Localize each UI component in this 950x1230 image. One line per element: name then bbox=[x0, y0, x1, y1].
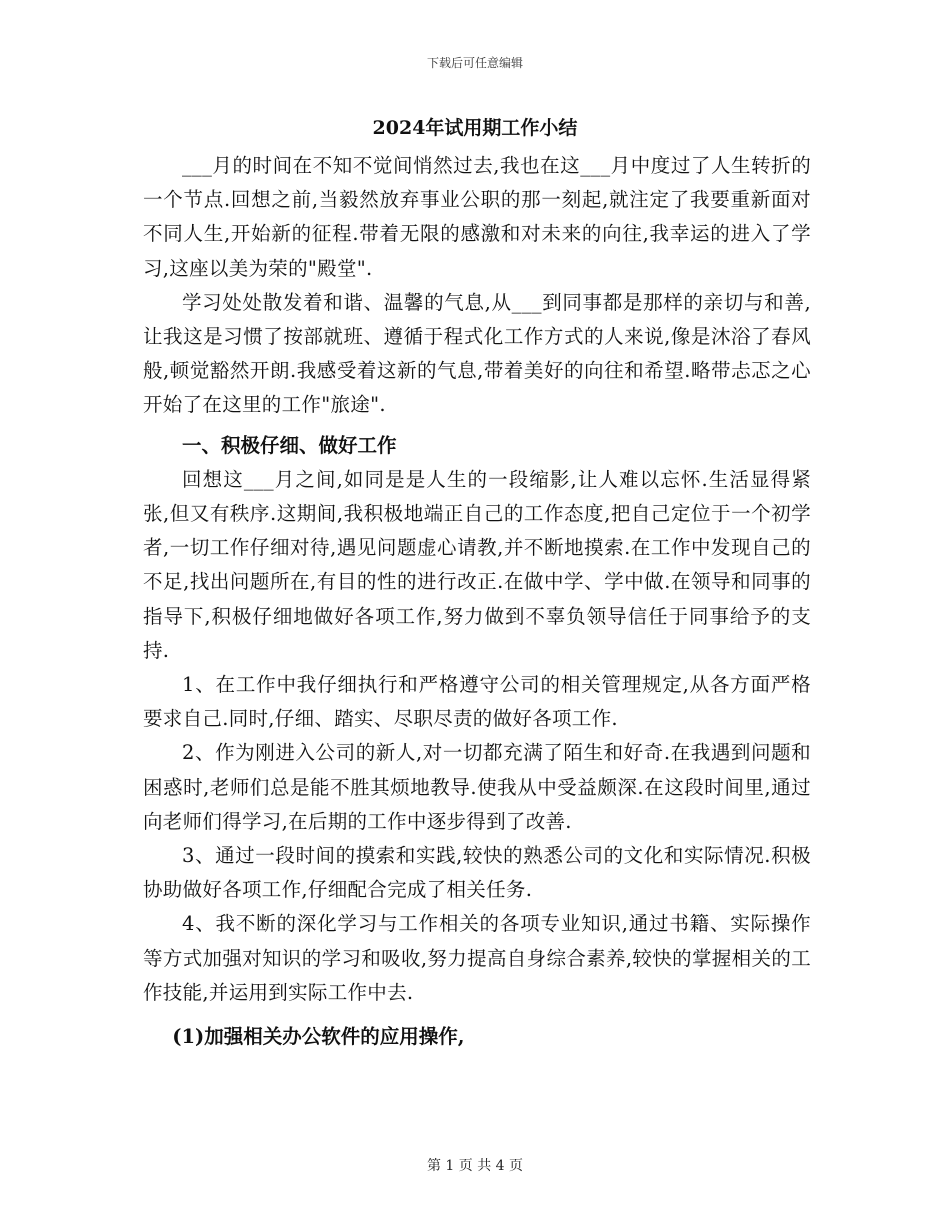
section-heading: 一、积极仔细、做好工作 bbox=[182, 433, 397, 457]
page-header-note: 下载后可任意编辑 bbox=[426, 56, 523, 70]
list-item-1: 1、在工作中我仔细执行和严格遵守公司的相关管理规定,从各方面严格要求自己.同时,仔细、踏实、尽职尽责的做好各项工作. bbox=[143, 673, 811, 731]
intro-paragraph: ___月的时间在不知不觉间悄然过去,我也在这___月中度过了人生转折的一个节点.回想之前,当毅然放弃事业公职的那一刻起,就注定了我要重新面对不同人生,开始新的征程.带着无限的感激和对未来的向往,我幸运的进入了学习,这座以美为荣的"殿堂". bbox=[143, 154, 811, 280]
section-paragraph: 回想这___月之间,如同是是人生的一段缩影,让人难以忘怀.生活显得紧张,但又有秩序.这期间,我积极地端正自己的工作态度,把自己定位于一个初学者,一切工作仔细对待,遇见问题虚心请教,并不断地摸索.在工作中发现自己的不足,找出问题所在,有目的性的进行改正.在做中学、学中做.在领导和同事的指导下,积极仔细地做好各项工作,努力做到不辜负领导信任于同事给予的支持. bbox=[143, 467, 811, 662]
intro-paragraph: 学习处处散发着和谐、温馨的气息,从___到同事都是那样的亲切与和善,让我这是习惯了按部就班、遵循于程式化工作方式的人来说,像是沐浴了春风般,顿觉豁然开朗.我感受着这新的气息,带着美好的向往和希望.略带忐忑之心开始了在这里的工作"旅途". bbox=[143, 290, 811, 417]
list-item-3: 3、通过一段时间的摸索和实践,较快的熟悉公司的文化和实际情况.积极协助做好各项工作,仔细配合完成了相关任务. bbox=[143, 844, 811, 902]
document-title: 2024年试用期工作小结 bbox=[372, 117, 578, 139]
document-body bbox=[143, 149, 811, 1054]
list-item-4: 4、我不断的深化学习与工作相关的各项专业知识,通过书籍、实际操作等方式加强对知识的学习和吸收,努力提高自身综合素养,较快的掌握相关的工作技能,并运用到实际工作中去. bbox=[143, 912, 811, 1004]
subheading: (1)加强相关办公软件的应用操作, bbox=[172, 1025, 465, 1049]
list-item-2: 2、作为刚进入公司的新人,对一切都充满了陌生和好奇.在我遇到问题和困惑时,老师们总是能不胜其烦地教导.使我从中受益颇深.在这段时间里,通过向老师们得学习,在后期的工作中逐步得到了改善. bbox=[143, 741, 811, 833]
page-number: 第 1 页 共 4 页 bbox=[426, 1158, 524, 1174]
